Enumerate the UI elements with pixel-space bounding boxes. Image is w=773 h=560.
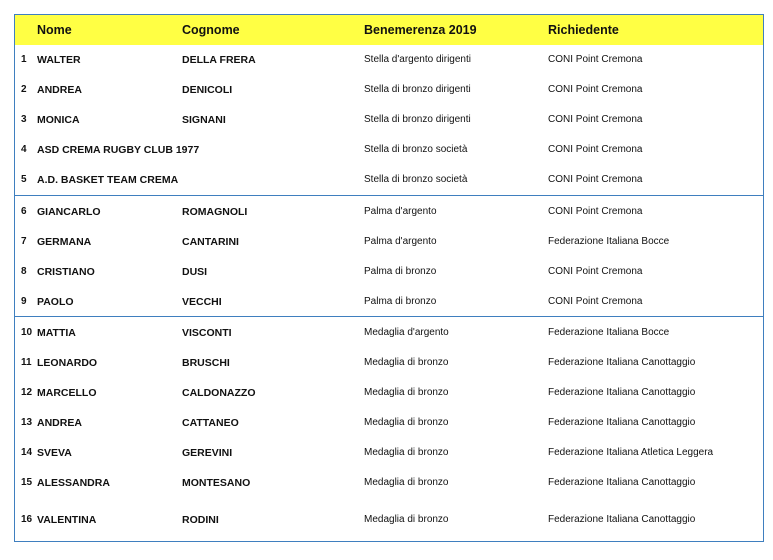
cell-richiedente: Federazione Italiana Canottaggio xyxy=(548,477,696,488)
cell-cognome: CANTARINI xyxy=(182,236,239,248)
row-number: 15 xyxy=(21,477,33,488)
table-row xyxy=(15,348,763,378)
cell-richiedente: Federazione Italiana Canottaggio xyxy=(548,514,696,525)
cell-richiedente: CONI Point Cremona xyxy=(548,296,643,307)
cell-nome: A.D. BASKET TEAM CREMA xyxy=(37,174,179,186)
table-row xyxy=(15,505,763,535)
cell-cognome: DUSI xyxy=(182,266,208,278)
cell-cognome: SIGNANI xyxy=(182,114,226,126)
cell-benemerenza: Medaglia di bronzo xyxy=(364,477,449,488)
cell-cognome: GEREVINI xyxy=(182,447,233,459)
table-row xyxy=(15,318,763,348)
cell-richiedente: CONI Point Cremona xyxy=(548,206,643,217)
table-row xyxy=(15,197,763,227)
header-richiedente: Richiedente xyxy=(548,23,619,37)
row-number: 1 xyxy=(21,54,27,65)
row-number: 7 xyxy=(21,236,27,247)
cell-benemerenza: Stella di bronzo dirigenti xyxy=(364,114,471,125)
row-number: 12 xyxy=(21,387,33,398)
cell-benemerenza: Medaglia di bronzo xyxy=(364,514,449,525)
cell-cognome: BRUSCHI xyxy=(182,357,230,369)
row-number: 9 xyxy=(21,296,27,307)
cell-benemerenza: Medaglia di bronzo xyxy=(364,417,449,428)
row-number: 4 xyxy=(21,144,27,155)
cell-nome: MONICA xyxy=(37,114,80,126)
table-row xyxy=(15,75,763,105)
cell-nome: GERMANA xyxy=(37,236,92,248)
header-cognome: Cognome xyxy=(182,23,240,37)
cell-nome: MATTIA xyxy=(37,327,76,339)
row-number: 13 xyxy=(21,417,33,428)
row-number: 11 xyxy=(21,357,32,368)
table-row xyxy=(15,257,763,287)
cell-richiedente: CONI Point Cremona xyxy=(548,114,643,125)
cell-richiedente: CONI Point Cremona xyxy=(548,144,643,155)
cell-benemerenza: Medaglia di bronzo xyxy=(364,447,449,458)
cell-nome: ALESSANDRA xyxy=(37,477,110,489)
honors-table xyxy=(14,14,764,542)
table-row xyxy=(15,287,763,317)
cell-nome: ASD CREMA RUGBY CLUB 1977 xyxy=(37,144,200,156)
cell-richiedente: CONI Point Cremona xyxy=(548,266,643,277)
cell-benemerenza: Palma di bronzo xyxy=(364,296,437,307)
row-number: 6 xyxy=(21,206,27,217)
table-row xyxy=(15,135,763,165)
cell-nome: ANDREA xyxy=(37,417,82,429)
cell-nome: LEONARDO xyxy=(37,357,98,369)
cell-nome: GIANCARLO xyxy=(37,206,101,218)
cell-cognome: DELLA FRERA xyxy=(182,54,256,66)
cell-nome: VALENTINA xyxy=(37,514,97,526)
cell-richiedente: Federazione Italiana Bocce xyxy=(548,236,670,247)
cell-richiedente: Federazione Italiana Canottaggio xyxy=(548,417,696,428)
cell-benemerenza: Medaglia di bronzo xyxy=(364,387,449,398)
cell-cognome: DENICOLI xyxy=(182,84,233,96)
table-row xyxy=(15,165,763,195)
cell-benemerenza: Stella di bronzo dirigenti xyxy=(364,84,471,95)
cell-cognome: ROMAGNOLI xyxy=(182,206,248,218)
table-row xyxy=(15,45,763,75)
cell-benemerenza: Stella di bronzo società xyxy=(364,174,468,185)
cell-richiedente: Federazione Italiana Canottaggio xyxy=(548,357,696,368)
cell-richiedente: CONI Point Cremona xyxy=(548,84,643,95)
cell-nome: PAOLO xyxy=(37,296,74,308)
cell-cognome: RODINI xyxy=(182,514,219,526)
table-row xyxy=(15,408,763,438)
header-nome: Nome xyxy=(37,23,72,37)
cell-richiedente: CONI Point Cremona xyxy=(548,54,643,65)
header-benemerenza: Benemerenza 2019 xyxy=(364,23,477,37)
cell-cognome: CATTANEO xyxy=(182,417,239,429)
cell-cognome: VISCONTI xyxy=(182,327,232,339)
cell-nome: ANDREA xyxy=(37,84,82,96)
cell-richiedente: Federazione Italiana Atletica Leggera xyxy=(548,447,714,458)
cell-nome: SVEVA xyxy=(37,447,72,459)
table-row xyxy=(15,378,763,408)
cell-richiedente: CONI Point Cremona xyxy=(548,174,643,185)
table-row xyxy=(15,468,763,498)
table-header xyxy=(15,15,763,45)
cell-nome: CRISTIANO xyxy=(37,266,95,278)
group-divider xyxy=(15,195,763,196)
cell-richiedente: Federazione Italiana Bocce xyxy=(548,327,670,338)
row-number: 14 xyxy=(21,447,33,458)
cell-richiedente: Federazione Italiana Canottaggio xyxy=(548,387,696,398)
cell-cognome: CALDONAZZO xyxy=(182,387,256,399)
group-divider xyxy=(15,316,763,317)
row-number: 5 xyxy=(21,174,27,185)
row-number: 10 xyxy=(21,327,33,338)
table-row xyxy=(15,105,763,135)
table-row xyxy=(15,438,763,468)
cell-benemerenza: Medaglia d'argento xyxy=(364,327,449,338)
cell-benemerenza: Palma d'argento xyxy=(364,206,437,217)
cell-benemerenza: Stella di bronzo società xyxy=(364,144,468,155)
row-number: 16 xyxy=(21,514,33,525)
table-row xyxy=(15,227,763,257)
cell-benemerenza: Palma di bronzo xyxy=(364,266,437,277)
row-number: 3 xyxy=(21,114,27,125)
cell-benemerenza: Stella d'argento dirigenti xyxy=(364,54,471,65)
cell-nome: MARCELLO xyxy=(37,387,97,399)
row-number: 8 xyxy=(21,266,27,277)
cell-cognome: MONTESANO xyxy=(182,477,251,489)
cell-cognome: VECCHI xyxy=(182,296,222,308)
cell-benemerenza: Medaglia di bronzo xyxy=(364,357,449,368)
cell-nome: WALTER xyxy=(37,54,81,66)
cell-benemerenza: Palma d'argento xyxy=(364,236,437,247)
row-number: 2 xyxy=(21,84,27,95)
